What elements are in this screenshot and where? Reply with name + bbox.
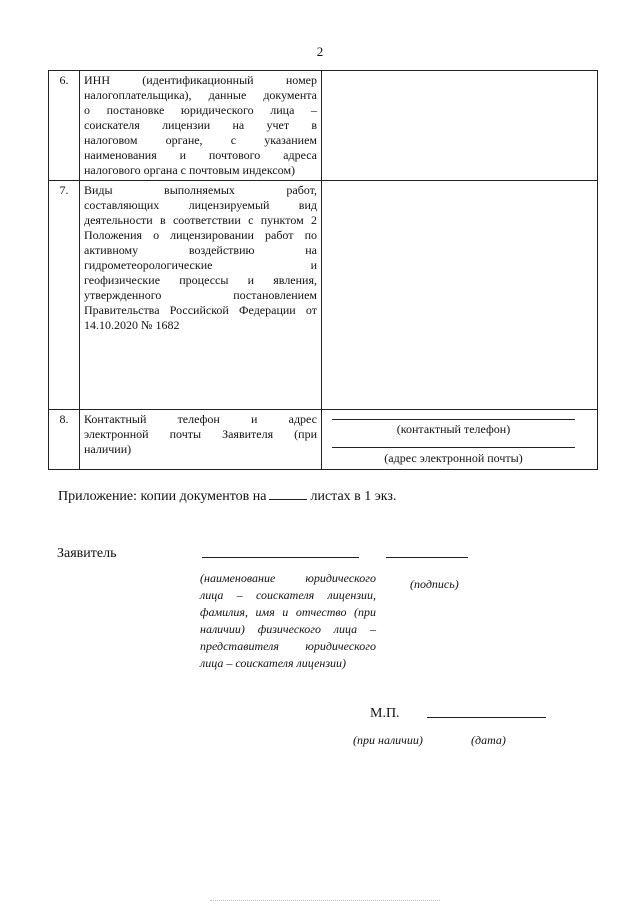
description-line: 14.10.2020 № 1682 [84, 318, 180, 332]
work-types-value-cell[interactable] [322, 181, 598, 410]
description-line: утвержденного постановлением [84, 288, 317, 302]
email-input-line[interactable] [332, 447, 575, 448]
description-line: деятельности в соответствии с пунктом 2 [84, 213, 317, 227]
phone-caption: (контактный телефон) [396, 422, 511, 436]
description-line: геофизические процессы и явления, [84, 273, 317, 287]
page-number: 2 [316, 44, 324, 59]
inn-value-cell[interactable] [322, 71, 598, 181]
scan-edge-mark [210, 900, 440, 901]
row-description [80, 410, 322, 470]
applicant-name-line[interactable] [202, 557, 359, 558]
description-line: гидрометеорологические и [84, 258, 317, 272]
description-line: ИНН (идентификационный номер [84, 73, 317, 87]
row-number: 8. [49, 410, 80, 470]
table-row [49, 181, 598, 410]
if-any-caption: (при наличии) [353, 733, 423, 747]
description-line: активному воздействию на [84, 243, 317, 257]
description-line: составляющих лицензируемый вид [84, 198, 317, 212]
table-row [49, 410, 598, 470]
caption-line: лица – соискателя лицензии, [200, 588, 376, 602]
caption-line: представителя юридического [200, 639, 376, 653]
applicant-name-caption [200, 570, 376, 672]
caption-line: (наименование юридического [200, 571, 376, 585]
attachment-text-before: Приложение: копии документов на [58, 489, 267, 504]
description-line: наименования и почтового адреса [84, 148, 317, 162]
description-line: Контактный телефон и адрес [84, 412, 317, 426]
description-line: о постановке юридического лица – [84, 103, 317, 117]
row-number: 7. [49, 181, 80, 410]
description-line: электронной почты Заявителя (при [84, 427, 317, 441]
description-line: налоговом органе, с указанием [84, 133, 317, 147]
phone-input-line[interactable] [332, 419, 575, 420]
description-line: Положения о лицензировании работ по [84, 228, 317, 242]
signature-caption: (подпись) [410, 577, 459, 591]
email-caption: (адрес электронной почты) [384, 451, 523, 465]
applicant-label: Заявитель [57, 546, 117, 561]
table-row [49, 71, 598, 181]
description-line: Виды выполняемых работ, [84, 183, 317, 197]
caption-line: фамилия, имя и отчество (при [200, 605, 376, 619]
date-caption: (дата) [471, 733, 506, 747]
caption-line: наличии) физического лица – [200, 622, 376, 636]
attachment-text-after: листах в 1 экз. [310, 489, 397, 504]
description-line: Правительства Российской Федерации от [84, 303, 317, 317]
description-line: налогового органа с почтовым индексом) [84, 163, 296, 177]
description-line: налогоплательщика), данные документа [84, 88, 317, 102]
signature-line[interactable] [386, 557, 468, 558]
date-line[interactable] [427, 717, 546, 718]
description-line: соискателя лицензии на учет в [84, 118, 317, 132]
description-line: наличии) [84, 442, 132, 456]
stamp-label: М.П. [370, 706, 400, 721]
contact-value-cell [322, 410, 598, 470]
sheet-count-blank[interactable] [269, 487, 307, 500]
row-number: 6. [49, 71, 80, 181]
caption-line: лица – соискателя лицензии) [200, 656, 347, 670]
row-description [80, 71, 322, 181]
row-description [80, 181, 322, 410]
application-form-table [48, 70, 598, 470]
attachment-line [58, 487, 396, 505]
